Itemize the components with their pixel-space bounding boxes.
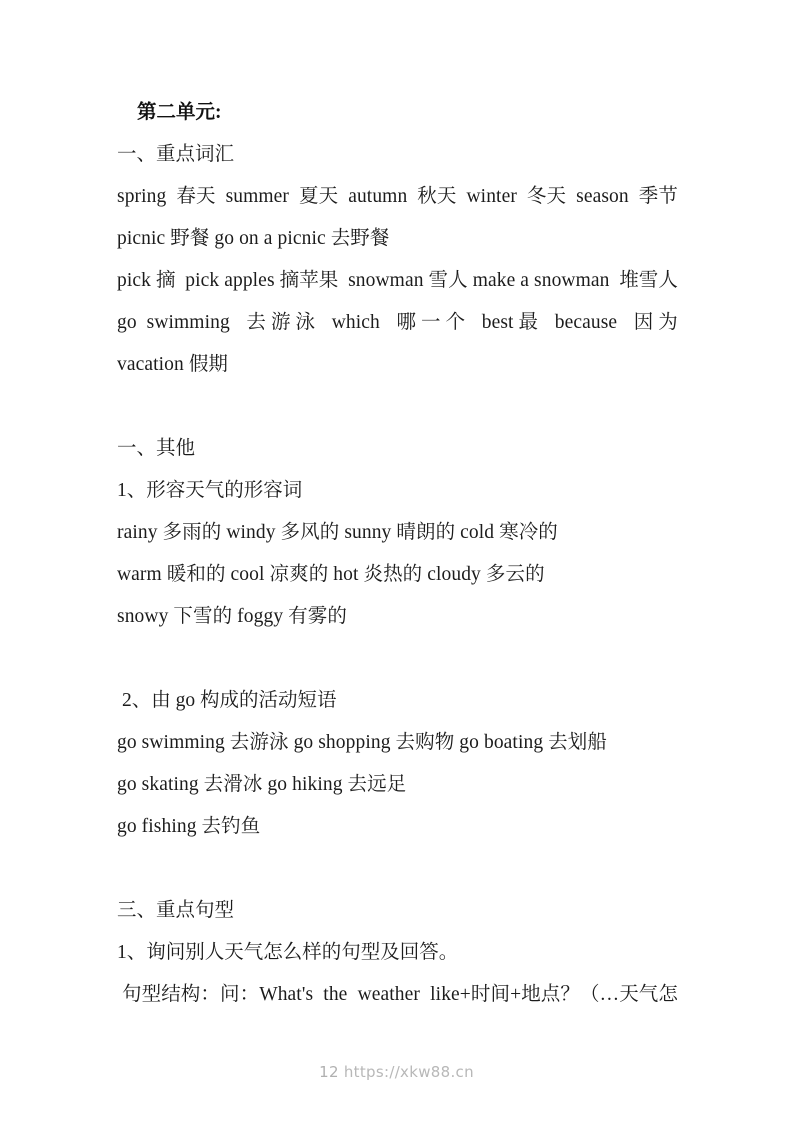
vocab-token: pick 摘	[117, 270, 176, 291]
page-number: 12	[319, 1063, 339, 1081]
subsection-heading-weather-question: 1、询问别人天气怎么样的句型及回答。	[117, 942, 459, 963]
sentence-pattern-token: like+时间+地点？（…天气怎	[430, 984, 678, 1005]
vocab-token: autumn	[348, 186, 408, 207]
vocab-line-2: picnic 野餐 go on a picnic 去野餐	[117, 228, 390, 249]
vocab-token: summer	[225, 186, 289, 207]
sentence-pattern-token: 句型结构：问：What's	[122, 984, 314, 1005]
vocab-token: 冬天	[526, 186, 567, 207]
vocab-line-5: vacation 假期	[117, 354, 229, 375]
go-phrase-line-1: go swimming 去游泳 go shopping 去购物 go boating 去划船	[117, 732, 607, 753]
subsection-spacer	[117, 638, 678, 680]
sentence-pattern-token: the	[323, 984, 348, 1005]
vocab-line-4	[117, 302, 678, 344]
vocab-token: 因 为	[633, 312, 678, 333]
subsection-heading-go-phrases: 2、由 go 构成的活动短语	[122, 690, 337, 711]
go-phrase-line-3: go fishing 去钓鱼	[117, 816, 261, 837]
vocab-token: winter	[466, 186, 517, 207]
document-body	[117, 92, 678, 1016]
section-heading-sentence-patterns: 三、重点句型	[117, 900, 235, 921]
section-spacer-2	[117, 848, 678, 890]
subsection-heading-weather-adjectives: 1、形容天气的形容词	[117, 480, 303, 501]
vocab-token: season	[576, 186, 629, 207]
vocab-token: spring	[117, 186, 167, 207]
vocab-line-3	[117, 260, 678, 302]
sentence-pattern-token: weather	[357, 984, 420, 1005]
section-spacer	[117, 386, 678, 428]
vocab-token: 夏天	[299, 186, 339, 207]
sentence-pattern-line-1	[117, 974, 678, 1016]
vocab-token: go swimming	[117, 312, 230, 333]
vocab-token: 秋天	[417, 186, 457, 207]
weather-line-2: warm 暖和的 cool 凉爽的 hot 炎热的 cloudy 多云的	[117, 564, 545, 585]
weather-line-1: rainy 多雨的 windy 多风的 sunny 晴朗的 cold 寒冷的	[117, 522, 558, 543]
section-heading-vocabulary: 一、重点词汇	[117, 144, 235, 165]
vocab-token: snowman 雪人 make a snowman	[348, 270, 610, 291]
vocab-token: 堆雪人	[619, 270, 678, 291]
vocab-token: pick apples 摘苹果	[185, 270, 339, 291]
weather-line-3: snowy 下雪的 foggy 有雾的	[117, 606, 347, 627]
vocab-token: 春天	[176, 186, 216, 207]
vocab-token: 哪 一 个	[396, 312, 466, 333]
vocab-token: best 最	[481, 312, 539, 333]
footer-url: https://xkw88.cn	[343, 1063, 474, 1081]
vocab-token: 去 游 泳	[246, 312, 316, 333]
footer-watermark	[0, 1063, 793, 1081]
go-phrase-line-2: go skating 去滑冰 go hiking 去远足	[117, 774, 407, 795]
vocab-token: which	[331, 312, 380, 333]
vocab-line-1	[117, 176, 678, 218]
section-heading-other: 一、其他	[117, 438, 196, 459]
vocab-token: 季节	[638, 186, 678, 207]
unit-title: 第二单元:	[137, 102, 222, 123]
vocab-token: because	[554, 312, 618, 333]
